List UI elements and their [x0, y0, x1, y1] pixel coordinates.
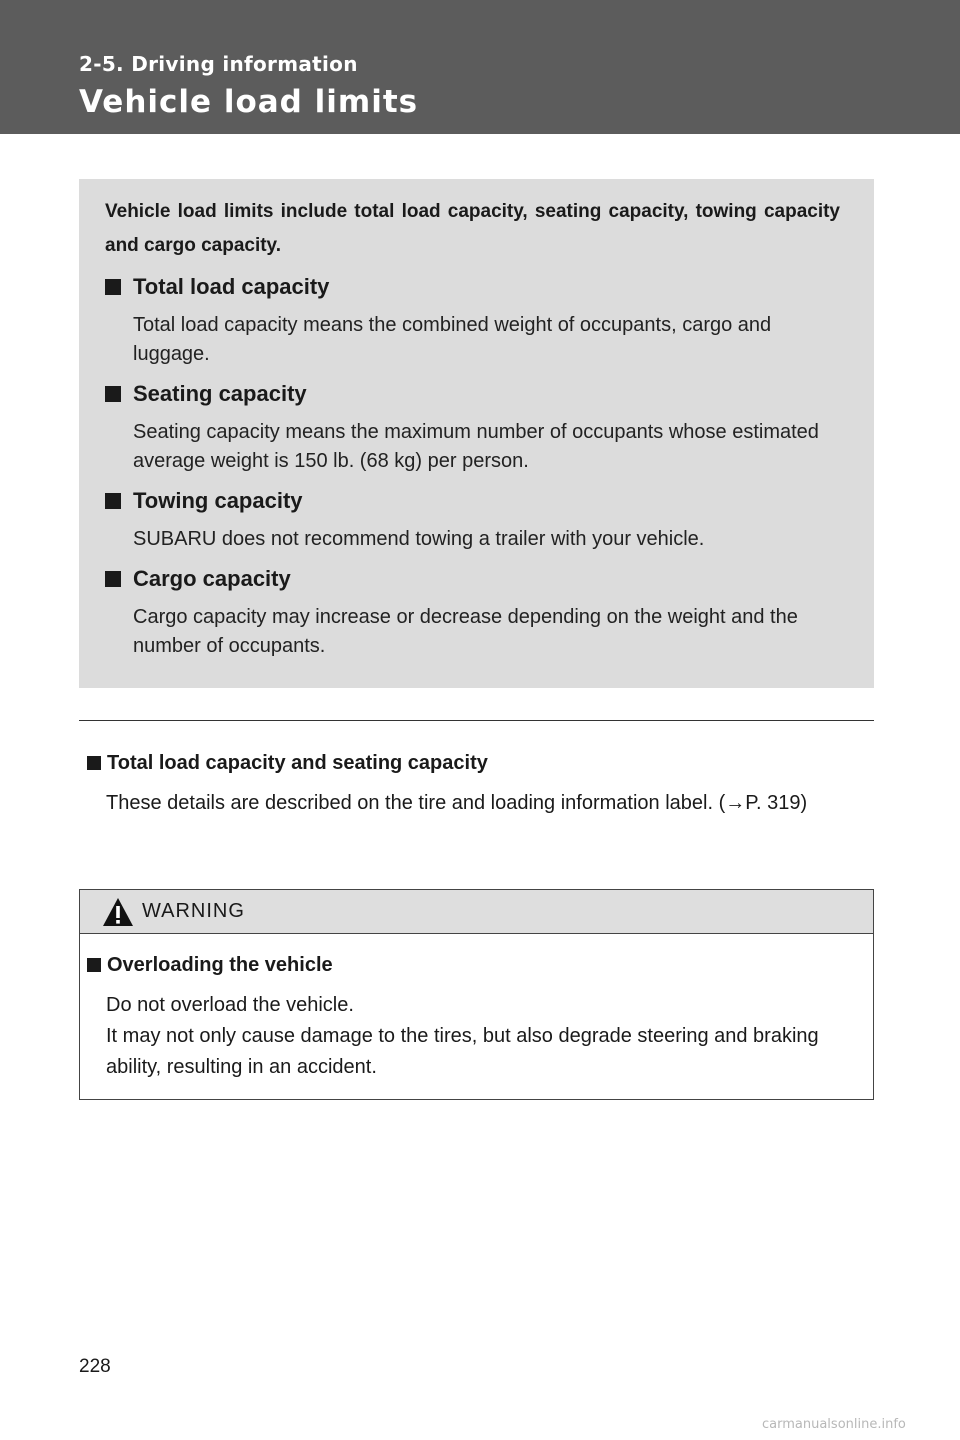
note-heading: Total load capacity and seating capacity — [107, 751, 488, 774]
square-bullet-icon — [105, 493, 121, 509]
note-body: These details are described on the tire and loading information label. (→P. 319) — [106, 792, 808, 814]
square-bullet-icon — [105, 386, 121, 402]
intro-item-body: Total load capacity means the combined weight of occupants, cargo and luggage. — [133, 314, 772, 365]
intro-item-heading: Towing capacity — [133, 488, 303, 513]
warning-box — [79, 889, 874, 1100]
square-bullet-icon — [105, 571, 121, 587]
warning-heading: Overloading the vehicle — [107, 953, 333, 976]
square-bullet-icon — [105, 279, 121, 295]
intro-item-towing — [105, 487, 845, 554]
warning-line: Do not overload the vehicle. — [106, 994, 354, 1016]
square-bullet-icon — [87, 958, 101, 972]
page-title: Vehicle load limits — [79, 84, 419, 120]
page-number: 228 — [79, 1356, 111, 1377]
warning-body — [87, 952, 867, 1083]
intro-box — [79, 179, 874, 688]
intro-item-heading: Total load capacity — [133, 274, 330, 299]
intro-item-total-load — [105, 273, 845, 369]
warning-triangle-icon — [102, 897, 134, 927]
intro-item-cargo — [105, 565, 845, 661]
intro-item-body: Cargo capacity may increase or decrease depending on the weight and the number of occupants. — [133, 606, 798, 657]
section-divider — [79, 720, 874, 721]
intro-item-heading: Seating capacity — [133, 381, 307, 406]
intro-item-body: SUBARU does not recommend towing a trailer with your vehicle. — [133, 528, 705, 550]
warning-header — [80, 890, 873, 934]
warning-line: It may not only cause damage to the tires, but also degrade steering and braking ability, resulting in an accident. — [106, 1025, 819, 1078]
note-block — [87, 750, 867, 819]
intro-item-heading: Cargo capacity — [133, 566, 291, 591]
intro-text: Vehicle load limits include total load capacity, seating capacity, towing capacity and cargo capacity. — [105, 201, 840, 256]
square-bullet-icon — [87, 756, 101, 770]
warning-title: WARNING — [142, 900, 245, 922]
intro-item-seating — [105, 380, 845, 476]
watermark: carmanualsonline.info — [762, 1417, 906, 1432]
intro-item-body: Seating capacity means the maximum number of occupants whose estimated average weight is 150 lb. (68 kg) per person. — [133, 421, 819, 472]
section-label: 2-5. Driving information — [79, 52, 358, 76]
page-header — [0, 0, 960, 134]
